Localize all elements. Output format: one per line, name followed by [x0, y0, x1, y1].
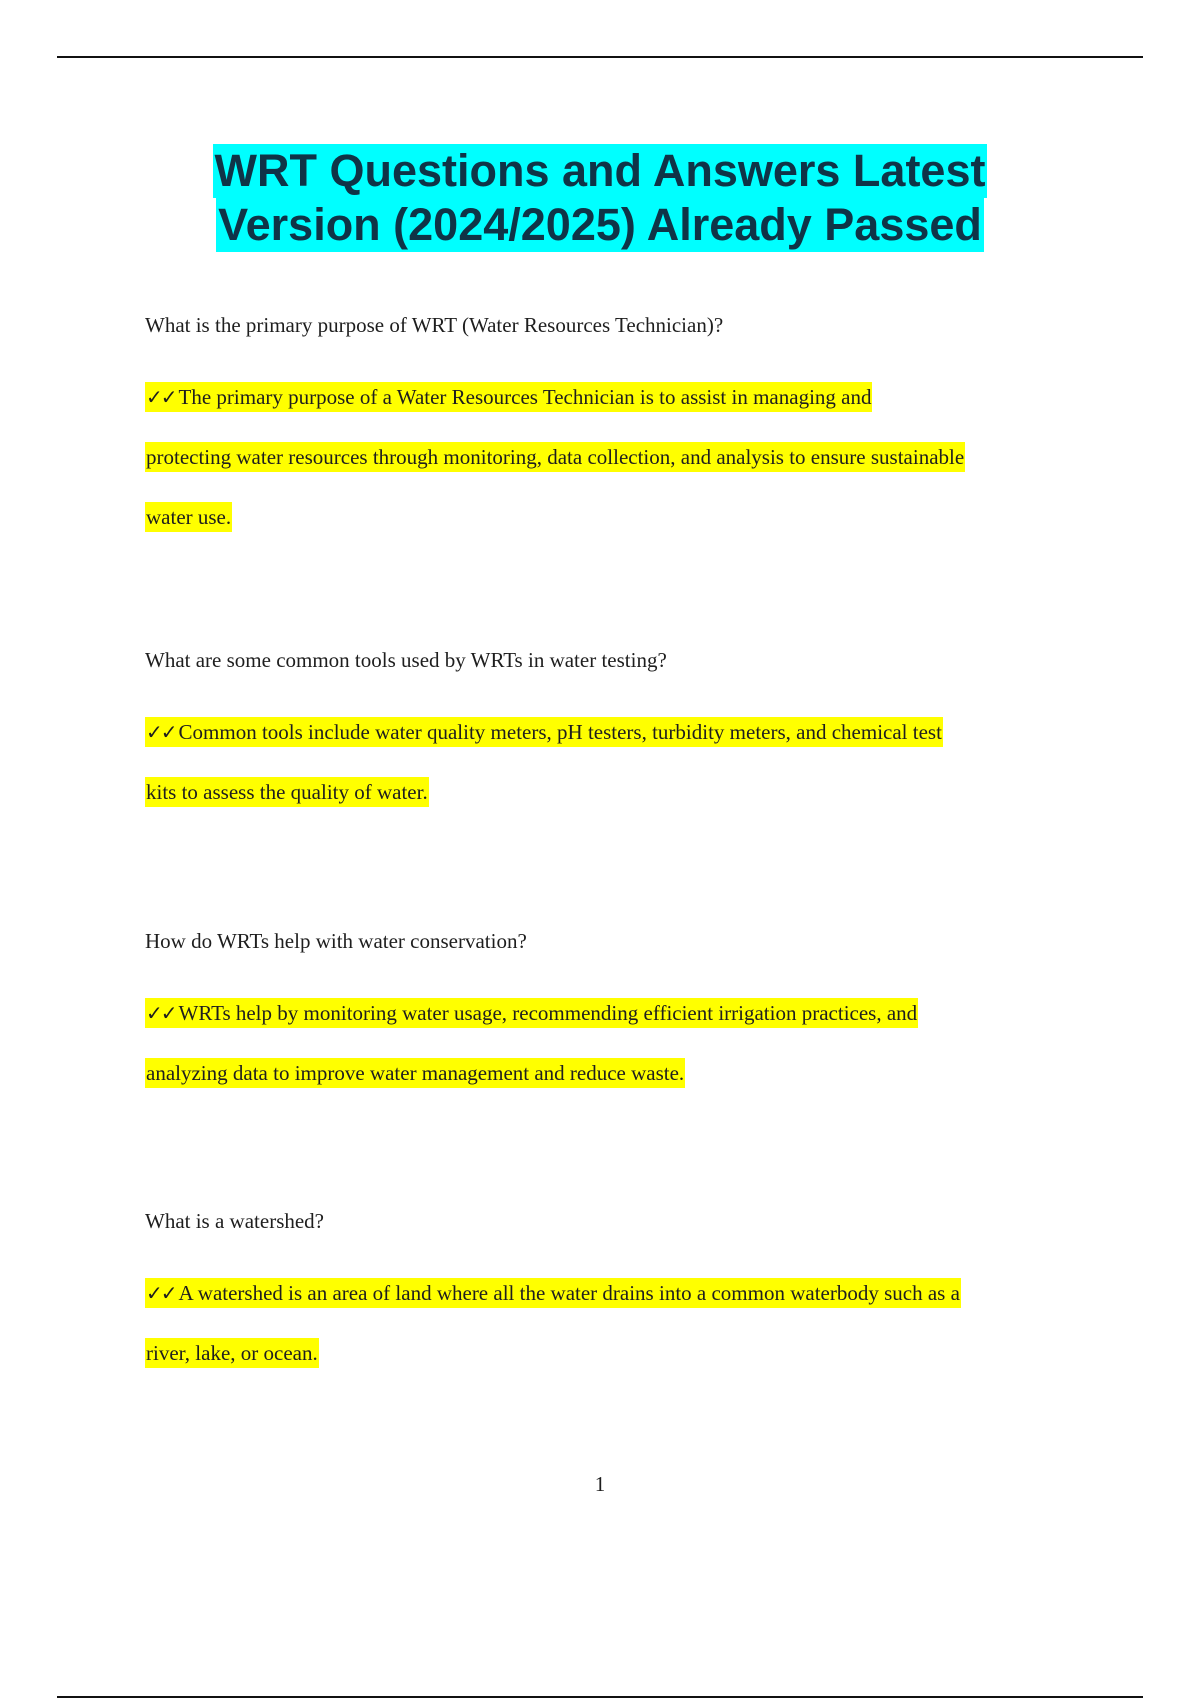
answer-line: kits to assess the quality of water. — [145, 777, 429, 807]
check-mark-icon: ✓✓ — [146, 1281, 176, 1305]
title-line-1: WRT Questions and Answers Latest — [214, 145, 986, 196]
answer-line: protecting water resources through monitoring, data collection, and analysis to ensure sustainable — [145, 442, 965, 472]
page-number: 1 — [594, 1472, 606, 1496]
answer-block — [145, 717, 1095, 807]
question-text: How do WRTs help with water conservation? — [145, 929, 527, 953]
answer-line: ✓✓ The primary purpose of a Water Resources Technician is to assist in managing and — [145, 382, 872, 412]
qa-item-3 — [145, 928, 1095, 1118]
question-text: What is the primary purpose of WRT (Water Resources Technician)? — [145, 313, 724, 337]
question-text: What are some common tools used by WRTs in water testing? — [145, 648, 667, 672]
top-rule — [57, 56, 1143, 58]
check-mark-icon: ✓✓ — [146, 1001, 176, 1025]
answer-line: river, lake, or ocean. — [145, 1338, 319, 1368]
answer-block — [145, 1278, 1095, 1368]
qa-item-1 — [145, 312, 1095, 562]
answer-block — [145, 382, 1095, 532]
question-text: What is a watershed? — [145, 1209, 325, 1233]
answer-line: ✓✓ WRTs help by monitoring water usage, recommending efficient irrigation practices, and — [145, 998, 918, 1028]
answer-line: ✓✓ A watershed is an area of land where all the water drains into a common waterbody such as a — [145, 1278, 961, 1308]
answer-line: water use. — [145, 502, 232, 532]
answer-block — [145, 998, 1095, 1088]
title-line-2: Version (2024/2025) Already Passed — [218, 199, 982, 250]
check-mark-icon: ✓✓ — [146, 385, 176, 409]
check-mark-icon: ✓✓ — [146, 720, 176, 744]
answer-line: analyzing data to improve water management and reduce waste. — [145, 1058, 685, 1088]
qa-item-4 — [145, 1208, 1095, 1398]
bottom-rule — [57, 1696, 1143, 1698]
answer-line: ✓✓ Common tools include water quality meters, pH testers, turbidity meters, and chemical test — [145, 717, 943, 747]
document-title — [0, 144, 1200, 252]
qa-item-2 — [145, 647, 1095, 837]
